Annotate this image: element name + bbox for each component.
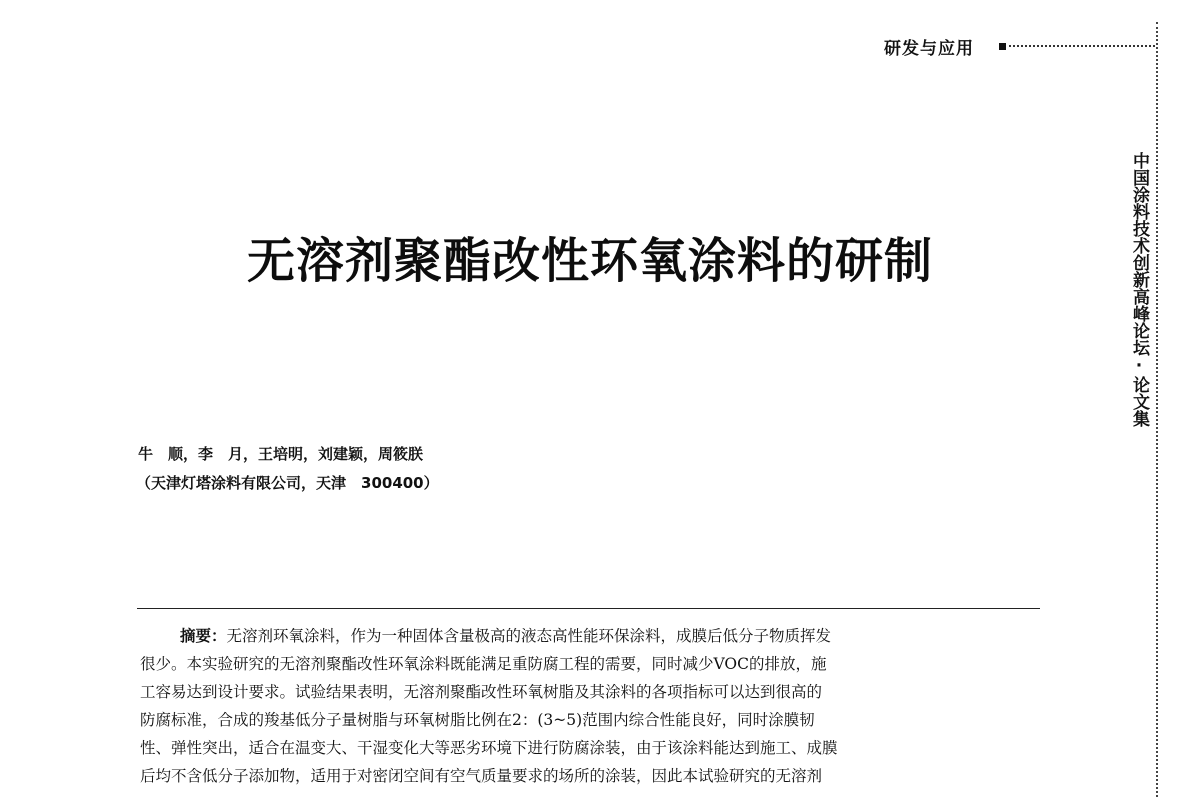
section-label: 研发与应用 (884, 39, 974, 59)
abstract-line: 后均不含低分子添加物，适用于对密闭空间有空气质量要求的场所的涂装，因此本试验研究的无溶剂 (140, 767, 823, 785)
abstract (140, 622, 1040, 790)
article-affiliation: （天津灯塔涂料有限公司，天津 300400） (136, 474, 439, 492)
header-dotted-rule (1009, 45, 1155, 47)
abstract-divider (137, 608, 1040, 609)
abstract-label: 摘要： (180, 627, 227, 645)
side-banner: 中国涂料技术创新高峰论坛·论文集 (1129, 152, 1149, 427)
abstract-line: 工容易达到设计要求。试验结果表明，无溶剂聚酯改性环氧树脂及其涂料的各项指标可以达到很高的 (140, 683, 823, 701)
abstract-line: 很少。本实验研究的无溶剂聚酯改性环氧涂料既能满足重防腐工程的需要，同时减少VOC的排放，施 (140, 655, 827, 673)
article-authors: 牛 顺，李 月，王培明，刘建颖，周筱朕 (138, 445, 424, 463)
section-bullet-icon (999, 43, 1006, 50)
margin-dotted-rule (1156, 22, 1158, 797)
abstract-line: 性、弹性突出，适合在温变大、干湿变化大等恶劣环境下进行防腐涂装，由于该涂料能达到施工、成膜 (140, 739, 838, 757)
abstract-line: 摘要：无溶剂环氧涂料，作为一种固体含量极高的液态高性能环保涂料，成膜后低分子物质挥发 (180, 627, 832, 645)
article-title: 无溶剂聚酯改性环氧涂料的研制 (246, 233, 933, 289)
abstract-line: 防腐标准，合成的羧基低分子量树脂与环氧树脂比例在2：(3~5)范围内综合性能良好，同时涂膜韧 (140, 711, 815, 729)
